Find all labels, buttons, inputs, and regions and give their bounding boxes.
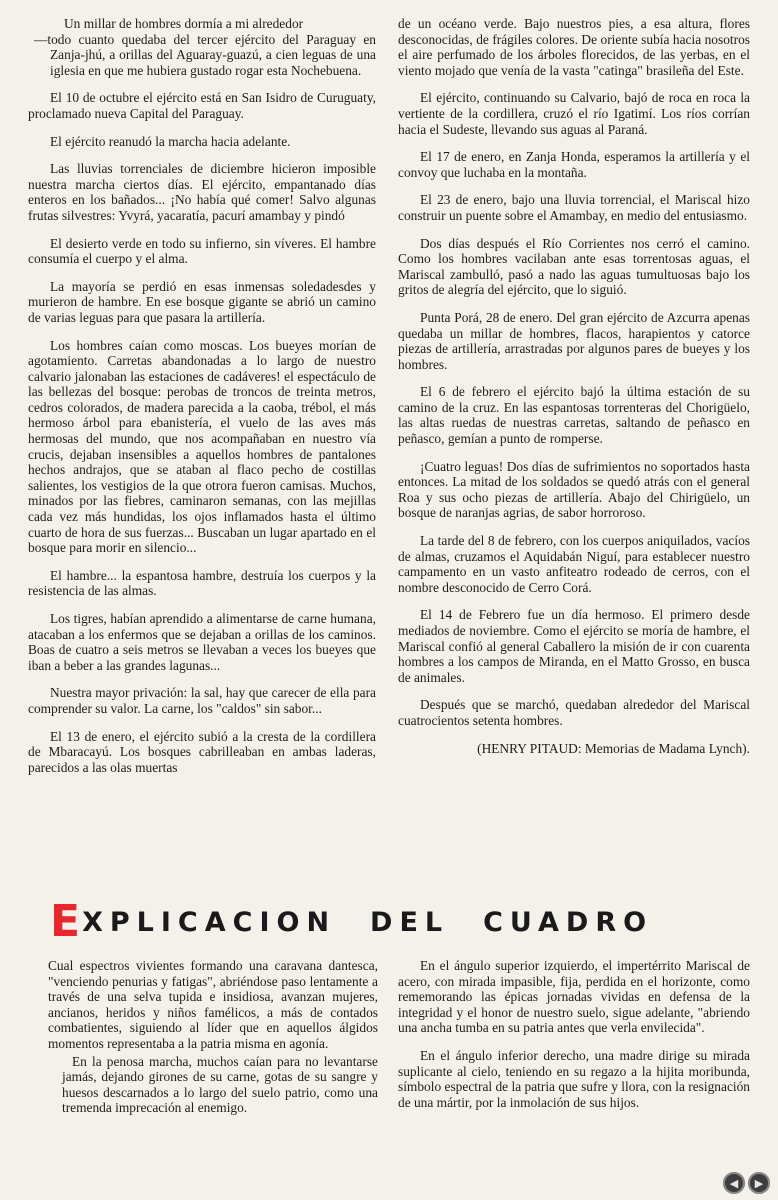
explanation-paragraph: En el ángulo inferior derecho, una madre dirige su mirada suplicante al cielo, teniendo en su regazo a la hijita moribunda, símbolo espectral de la patria que sufre y llora, con la resignación de una mártir, por la inmolación de sus hijos. (398, 1047, 750, 1110)
article-paragraph: El ejército, continuando su Calvario, bajó de roca en roca la vertiente de la cordillera, cruzó el río Igatimí. Los ríos corrían hacia el Sudeste, llevando sus aguas al Paraná. (398, 90, 750, 137)
heading-word2: DEL (370, 906, 450, 938)
heading-initial: E (50, 896, 83, 947)
article-right-column (398, 16, 750, 768)
article-paragraph: El 14 de Febrero fue un día hermoso. El primero desde mediados de noviembre. Como el ejército se moría de hambre, el Mariscal confió al general Caballero la misión de ir con cuarenta hombres a los campos de Miranda, en el Matto Grosso, en busca de animales. (398, 607, 750, 685)
article-paragraph: Un millar de hombres dormía a mi alrededor —todo cuanto quedaba del tercer ejército del Paraguay en Zanja-jhú, a orillas del Aguaray-guazú, a cien leguas de una iglesia en que me hubiera gustado rogar esta Nochebuena. (34, 16, 376, 78)
article-paragraph: El 6 de febrero el ejército bajó la última estación de su camino de la cruz. En las espantosas torrenteras del Chorigüelo, las altas ruedas de nuestras carretas, saltando de peñasco en peñasco, gemían a punto de romperse. (398, 384, 750, 447)
article-paragraph: Los tigres, habían aprendido a alimentarse de carne humana, atacaban a los enfermos que se dejaban a orillas de los caminos. Boas de cuatro a seis metros se llevaban a veces los bueyes que iban a beber a las grandes lagunas... (28, 611, 376, 673)
article-first-line: Un millar de hombres dormía a mi alrededor (64, 16, 304, 31)
article-paragraph: El ejército reanudó la marcha hacia adelante. (50, 133, 291, 149)
article-paragraph: El desierto verde en todo su infierno, sin víveres. El hambre consumía el cuerpo y el alma. (28, 235, 376, 267)
article-paragraph: ¡Cuatro leguas! Dos días de sufrimientos no soportados hasta entonces. La mitad de los soldados se quedó atrás con el general Roa y sus ocho piezas de artillería. Abajo del Chirigüelo, un bosque de naranjas agrias, de sabor horroroso. (398, 458, 750, 521)
article-paragraph: Nuestra mayor privación: la sal, hay que carecer de ella para comprender su valor. La carne, los "caldos" sin sabor... (28, 685, 376, 716)
article-left-column (28, 16, 376, 787)
article-paragraph: El 10 de octubre el ejército está en San Isidro de Curuguaty, proclamado nueva Capital del Paraguay. (28, 90, 376, 121)
article-paragraph: Después que se marchó, quedaban alrededor del Mariscal cuatrocientos setenta hombres. (398, 697, 750, 728)
heading-word3: CUADRO (483, 906, 654, 938)
arrow-right-icon[interactable]: ▶ (748, 1172, 770, 1194)
heading-word1: XPLICACION (82, 906, 337, 938)
article-paragraph: La tarde del 8 de febrero, con los cuerpos aniquilados, vacíos de almas, cruzamos el Aquidabán Niguí, para establecer nuestro campamento en un vasto anfiteatro rodeado de cerros, con el nombre desconocido de Cerro Corá. (398, 533, 750, 595)
article-paragraph: La mayoría se perdió en esas inmensas soledadesdes y murieron de hambre. En ese bosque gigante se abrió un camino de varias leguas para que pasara la artillería. (28, 278, 376, 325)
article-paragraph: El 23 de enero, bajo una lluvia torrencial, el Mariscal hizo construir un puente sobre el Amambay, en medio del entusiasmo. (398, 192, 750, 223)
article-paragraph: Las lluvias torrenciales de diciembre hicieron imposible nuestra marcha ciertos días. El ejército, empantanado días enteros en los bañados... ¡No había qué comer! Salvo algunas frutas silvestres: Yvyrá, yacaratía, pacurí amambay y pindó (28, 161, 376, 223)
article-paragraph: El 13 de enero, el ejército subió a la cresta de la cordillera de Mbaracayú. Los bosques cabrilleaban en ambas laderas, parecidos a las olas muertas (28, 728, 376, 775)
explanation-paragraph: En la penosa marcha, muchos caían para no levantarse jamás, dejando girones de su carne, gotas de su sangre y huesos descarnados a lo largo del suelo patrio, como una tremenda imprecación al enemigo. (62, 1053, 378, 1116)
article-paragraph: de un océano verde. Bajo nuestros pies, a esa altura, flores desconocidas, de frágiles colores. De oriente subía hacia nosotros el aire perfumado de los árboles florecidos, de las yerbas, en el viento mojado que venía de la vasta "catinga" brasileña del Este. (398, 16, 750, 78)
explanation-right-column (398, 958, 750, 1122)
arrow-left-icon[interactable]: ◀ (723, 1172, 745, 1194)
explanation-left-column (48, 958, 378, 1116)
article-paragraph: Punta Porá, 28 de enero. Del gran ejército de Azcurra apenas quedaba un millar de hombres, flacos, harapientos y catorce piezas de artillería, arrastradas por algunos pares de bueyes y los hombres. (398, 309, 750, 372)
explanation-paragraph: Cual espectros vivientes formando una caravana dantesca, "venciendo penurias y fatigas", abriéndose paso lentamente a través de una selva tupida e insidiosa, avanzan mujeres, ancianos, heridos y niños famélicos, a más de contados combatientes, siguiendo al líder que en aquellos álgidos momentos representaba a la patria misma en agonía. (48, 958, 378, 1051)
article-paragraph: Los hombres caían como moscas. Los bueyes morían de agotamiento. Carretas abandonadas a lo largo de nuestro calvario jalonaban las estaciones de cadáveres! el espectáculo de las bellezas del bosque: perobas de troncos de treinta metros, cedros colorados, de madera parecida a la caoba, trébol, el más hermoso árbol para ebanistería, el vuelo de las aves más hermosas del mundo, que nos acompañaban en nuestro vía crucis, dejaban insensibles a aquellos hombres de pantalones hechos andrajos, que se ataban al flaco pecho de costillas salientes, los vestigios de la que otrora fueron camisas. Muchos, minados por las fiebres, caminaron semanas, con las mejillas cada vez más hundidas, los ojos inflamados hasta el último cuarto de hora de sus fuerzas... Buscaban un lugar apartado en el bosque para morir en silencio... (28, 337, 376, 556)
explanation-paragraph: En el ángulo superior izquierdo, el impertérrito Mariscal de acero, con mirada impasible, fija, perdida en el horizonte, como rememorando las épicas jornadas vividas en defensa de la integridad y el honor de nuestro suelo, sigue adelante, "abriendo una ancha tumba en su patria antes que verla envilecida". (398, 958, 750, 1036)
article-paragraph: Dos días después el Río Corrientes nos cerró el camino. Como los hombres vacilaban ante esas torrentosas aguas, el Mariscal zambulló, pasó a nado las aguas tumultuosas bajo los gritos de alegría del ejército, que lo siguió. (398, 235, 750, 298)
article-paragraph: El 17 de enero, en Zanja Honda, esperamos la artillería y el convoy que luchaba en la montaña. (398, 149, 750, 180)
section-heading (50, 896, 730, 947)
page-navigation (723, 1172, 770, 1194)
article-signature: (HENRY PITAUD: Memorias de Madama Lynch). (477, 740, 750, 756)
article-paragraph: El hambre... la espantosa hambre, destruía los cuerpos y la resistencia de las almas. (28, 567, 376, 599)
